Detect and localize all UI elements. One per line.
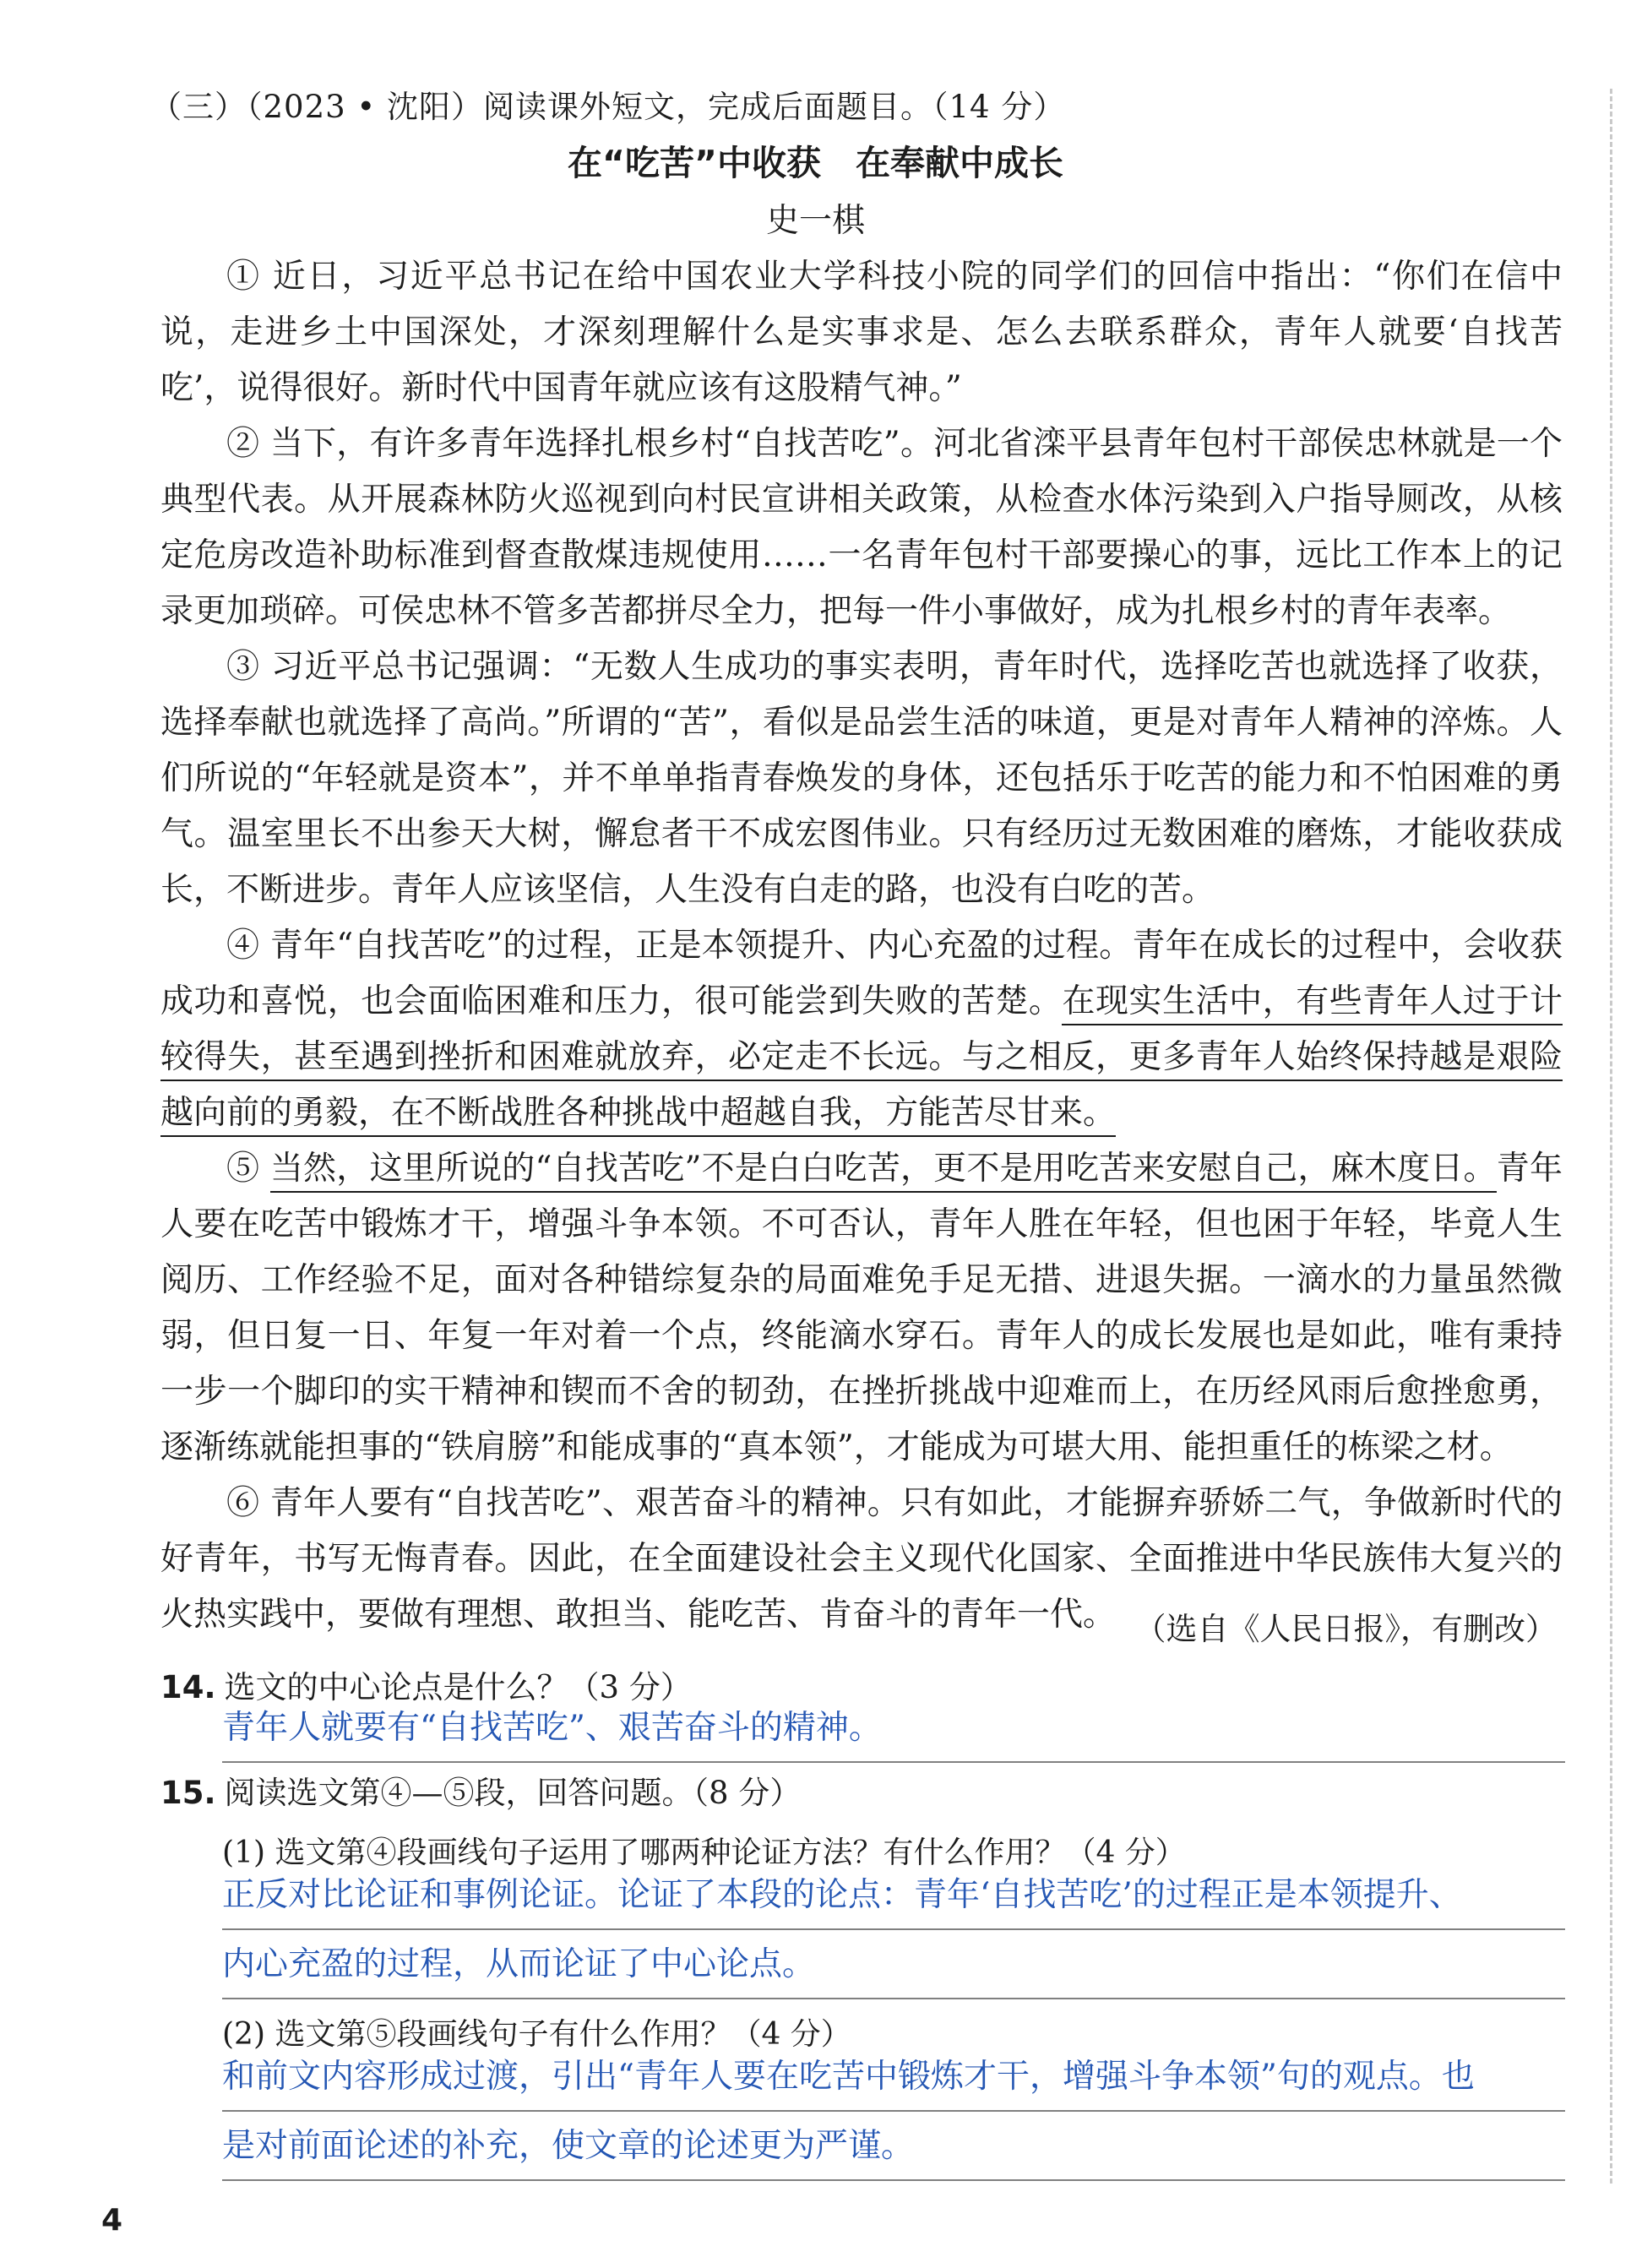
paragraph-1: ① 近日，习近平总书记在给中国农业大学科技小院的同学们的回信中指出：“你们在信中说，走进乡土中国深处，才深刻理解什么是实事求是、怎么去联系群众，青年人就要‘自找苦吃’，说得很好。新时代中国青年就应该有这股精气神。”	[160, 258, 1563, 407]
paragraph-4-underlined: 在现实生活中，有些青年人过于计较得失，甚至遇到挫折和困难就放弃，必定走不长远。与之相反，更多青年人始终保持越是艰险越向前的勇毅，在不断战胜各种挑战中超越自我，方能苦尽甘来。	[160, 982, 1563, 1137]
page-edge-dashes	[1610, 89, 1612, 2184]
question-15-1: (1) 选文第④段画线句子运用了哪两种论证方法？有什么作用？（4 分）	[222, 1836, 1186, 1870]
answer-15-1	[222, 1861, 1565, 1999]
article-body	[160, 249, 1563, 1643]
paragraph-2: ② 当下，有许多青年选择扎根乡村“自找苦吃”。河北省滦平县青年包村干部侯忠林就是一个典型代表。从开展森林防火巡视到向村民宣讲相关政策，从检查水体污染到入户指导厕改，从核定危房改造补助标准到督查散煤违规使用……一名青年包村干部要操心的事，远比工作本上的记录更加琐碎。可侯忠林不管多苦都拼尽全力，把每一件小事做好，成为扎根乡村的青年表率。	[160, 425, 1563, 630]
article-source: （选自《人民日报》，有删改）	[1134, 1611, 1557, 1647]
answer-15-2-line-2: 是对前面论述的补充，使文章的论述更为严谨。	[222, 2112, 1565, 2181]
paragraph-5	[160, 1141, 1563, 1476]
question-14-text: 选文的中心论点是什么？（3 分）	[224, 1669, 692, 1705]
paragraph-4-text: ④ 青年“自找苦吃”的过程，正是本领提升、内心充盈的过程。青年在成长的过程中，会收获成功和喜悦，也会面临困难和压力，很可能尝到失败的苦楚。	[160, 927, 1563, 1020]
answer-14	[222, 1694, 1565, 1763]
paragraph-4	[160, 918, 1563, 1141]
paragraph-5-text: 青年人要在吃苦中锻炼才干，增强斗争本领。不可否认，青年人胜在年轻，但也困于年轻，毕竟人生阅历、工作经验不足，面对各种错综复杂的局面难免手足无措、进退失据。一滴水的力量虽然微弱，但日复一日、年复一年对着一个点，终能滴水穿石。青年人的成长发展也是如此，唯有秉持一步一个脚印的实干精神和锲而不舍的韧劲，在挫折挑战中迎难而上，在历经风雨后愈挫愈勇，逐渐练就能担事的“铁肩膀”和能成事的“真本领”，才能成为可堪大用、能担重任的栋梁之材。	[160, 1150, 1563, 1466]
section-header: （三）（2023 • 沈阳）阅读课外短文，完成后面题目。（14 分）	[150, 89, 1066, 125]
paragraph-5-underlined: 当然，这里所说的“自找苦吃”不是白白吃苦，更不是用吃苦来安慰自己，麻木度日。	[270, 1150, 1497, 1193]
paragraph-5-number: ⑤	[226, 1150, 270, 1188]
answer-14-line: 青年人就要有“自找苦吃”、艰苦奋斗的精神。	[222, 1694, 1565, 1763]
paragraph-6: ⑥ 青年人要有“自找苦吃”、艰苦奋斗的精神。只有如此，才能摒弃骄娇二气，争做新时代的好青年，书写无悔青春。因此，在全面建设社会主义现代化国家、全面推进中华民族伟大复兴的火热实践中，要做有理想、敢担当、能吃苦、肯奋斗的青年一代。	[160, 1484, 1563, 1634]
answer-15-1-line-1: 正反对比论证和事例论证。论证了本段的论点：青年‘自找苦吃’的过程正是本领提升、	[222, 1861, 1565, 1930]
answer-15-1-line-2: 内心充盈的过程，从而论证了中心论点。	[222, 1930, 1565, 1999]
paragraph-3: ③ 习近平总书记强调：“无数人生成功的事实表明，青年时代，选择吃苦也就选择了收获，选择奉献也就选择了高尚。”所谓的“苦”，看似是品尝生活的味道，更是对青年人精神的淬炼。人们所说的“年轻就是资本”，并不单单指青春焕发的身体，还包括乐于吃苦的能力和不怕困难的勇气。温室里长不出参天大树，懈怠者干不成宏图伟业。只有经历过无数困难的磨炼，才能收获成长，不断进步。青年人应该坚信，人生没有白走的路，也没有白吃的苦。	[160, 648, 1563, 909]
answer-15-2-line-1: 和前文内容形成过渡，引出“青年人要在吃苦中锻炼才干，增强斗争本领”句的观点。也	[222, 2042, 1565, 2112]
question-15-number: 15.	[160, 1775, 216, 1811]
question-14-number: 14.	[160, 1669, 216, 1705]
answer-15-2	[222, 2042, 1565, 2181]
page-number: 4	[101, 2203, 123, 2238]
question-15-2: (2) 选文第⑤段画线句子有什么作用？（4 分）	[222, 2017, 851, 2052]
question-15-text: 阅读选文第④—⑤段，回答问题。（8 分）	[224, 1775, 802, 1811]
article-author: 史一棋	[765, 202, 865, 240]
question-15	[160, 1767, 801, 1813]
article-title: 在“吃苦”中收获 在奉献中成长	[568, 143, 1063, 183]
